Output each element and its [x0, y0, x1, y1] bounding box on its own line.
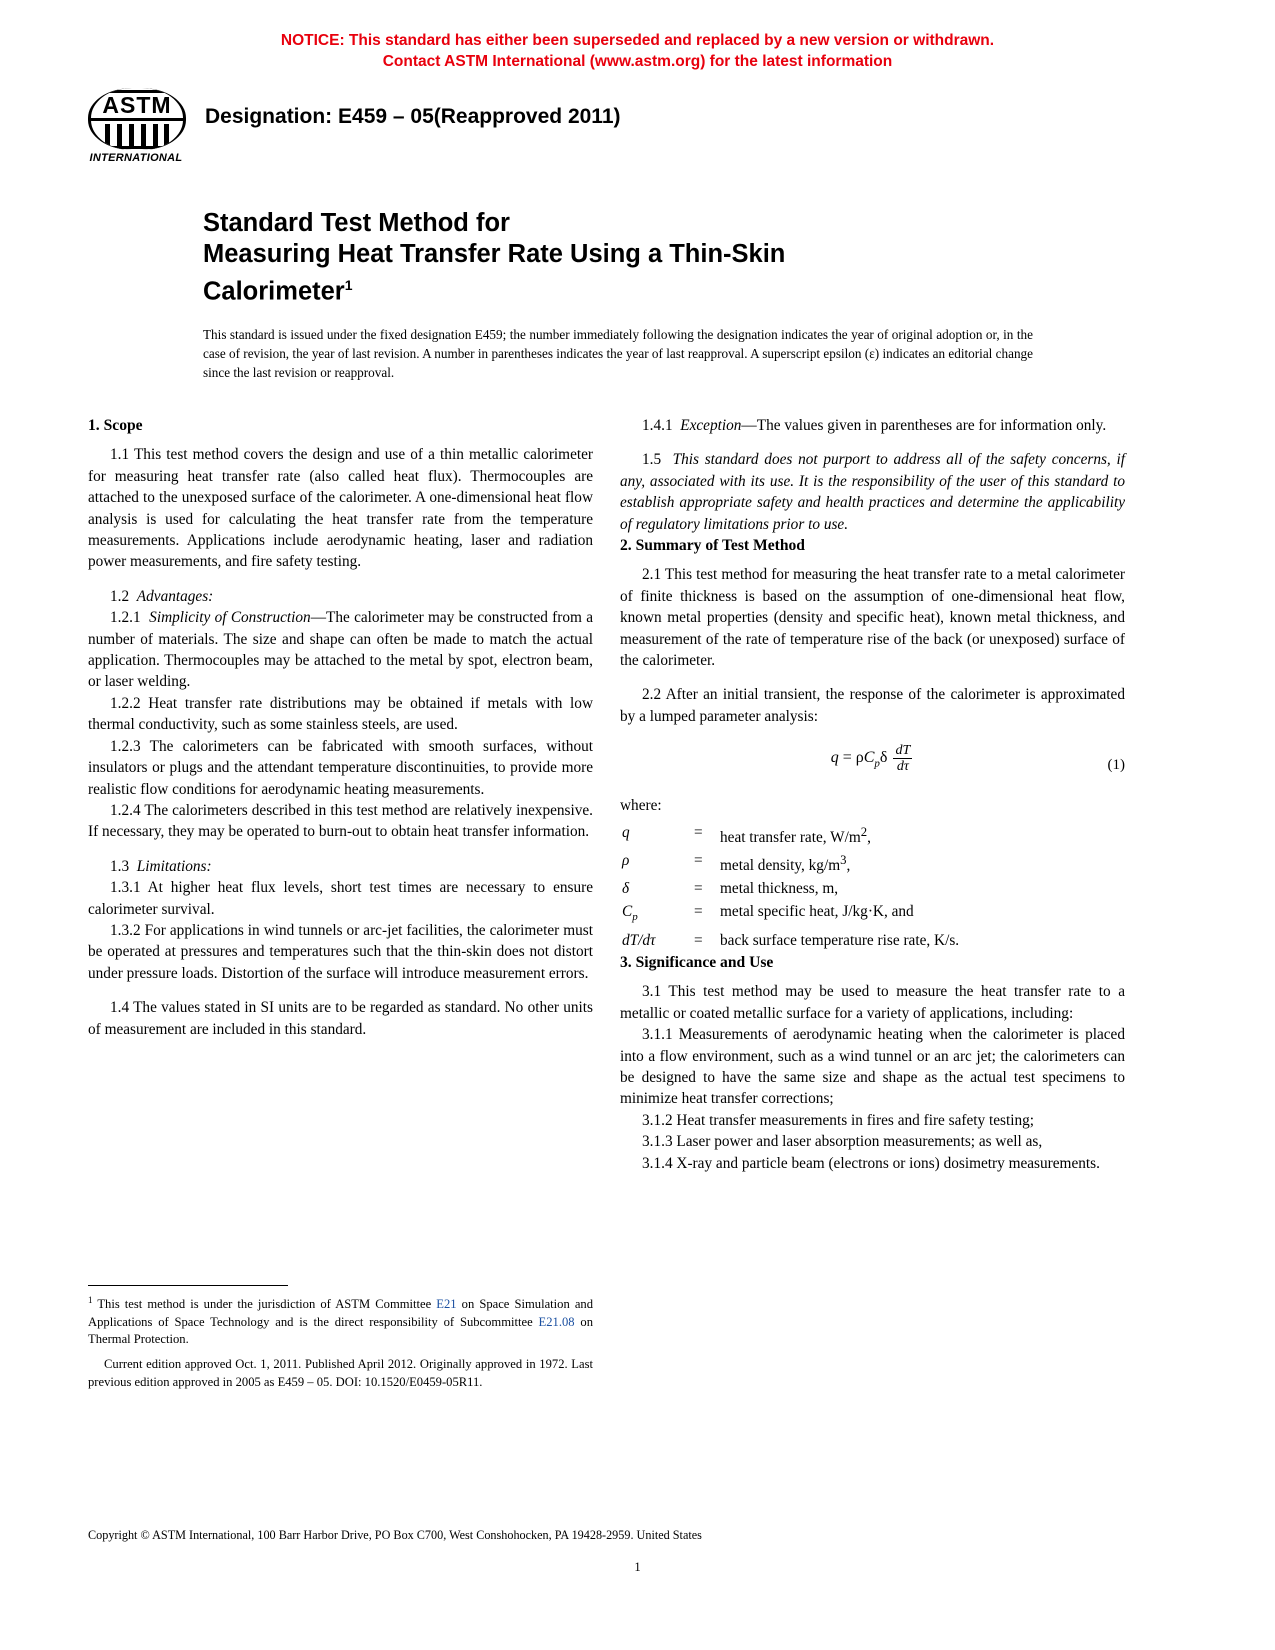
page-number: 1 [634, 1560, 641, 1574]
title-line-1: Standard Test Method for [203, 209, 510, 237]
para-3-1-1: 3.1.1 Measurements of aerodynamic heating when the calorimeter is placed into a flow environment, such as a wind tunnel or an arc jet; the calorimeters can be designed to have the same size and shape as the actual test specimens to minimize heat transfer corrections; [620, 1026, 1125, 1108]
symbol-equals: = [694, 902, 703, 920]
symbol-q: q [622, 823, 630, 841]
para-1-4: 1.4 The values stated in SI units are to be regarded as standard. No other units of measurement are included in this standard. [88, 999, 593, 1038]
para-1-3-italic: Limitations: [136, 857, 212, 875]
para-1-5-italic: This standard does not purport to address all of the safety concerns, if any, associated with its use. It is the responsibility of the user of this standard to establish appropriate safety and health practices and determine the applicability of regulatory limitations prior to use. [620, 451, 1125, 533]
para-1-3-1: 1.3.1 At higher heat flux levels, short test times are necessary to ensure calorimeter survival. [88, 879, 593, 918]
para-1-2-1-italic: Simplicity of Construction [149, 609, 311, 627]
para-1-2-4: 1.2.4 The calorimeters described in this test method are relatively inexpensive. If necessary, they may be operated to burn-out to obtain heat transfer information. [88, 801, 593, 841]
para-1-2-3: 1.2.3 The calorimeters can be fabricated with smooth surfaces, without insulators or plugs and the attendant temperature discontinuities, to provide more realistic flow conditions for aerodynamic heating measurements. [88, 737, 593, 798]
para-1-2: 1.2 Advantages: [110, 587, 214, 605]
standard-issue-note: This standard is issued under the fixed designation E459; the number immediately following the designation indicates the year of original adoption or, in the case of revision, the year of last revision. A number in parentheses indicates the year of last reapproval. A superscript epsilon (ε) indicates an editorial change since the last revision or reapproval. [203, 327, 1033, 380]
para-1-3-2: 1.3.2 For applications in wind tunnels or arc-jet facilities, the calorimeter must be operated at pressures and temperatures such that the thin-skin does not distort under pressure loads. Distortion of the surface will introduce measurement errors. [88, 921, 593, 982]
symbol-equals: = [694, 931, 703, 949]
symbol-equals: = [694, 851, 703, 869]
para-1-4-1-italic: Exception [680, 417, 742, 434]
title-line-3: Calorimeter$^1$ [203, 277, 353, 306]
symbol-dtdtau-definition: back surface temperature rise rate, K/s. [720, 931, 960, 949]
symbol-cp: $C_p$ [622, 902, 638, 923]
para-2-2: 2.2 After an initial transient, the response of the calorimeter is approximated by a lumped parameter analysis: [620, 686, 1125, 725]
equation-1-number: (1) [1107, 757, 1125, 774]
para-3-1-4: 3.1.4 X-ray and particle beam (electrons or ions) dosimetry measurements. [642, 1154, 1100, 1172]
para-1-4-1: 1.4.1 Exception—The values given in parentheses are for information only. [642, 417, 1107, 434]
heading-summary: 2. Summary of Test Method [620, 537, 805, 555]
symbol-equals: = [694, 879, 703, 897]
footnote-link-e2108[interactable]: E21.08 [538, 1314, 575, 1329]
symbol-rho-definition: metal density, $kg/m^3$, [720, 852, 851, 874]
equation-1-fraction: $\frac{dT}{d\tau}$ [895, 743, 911, 775]
symbol-delta: δ [622, 879, 630, 897]
astm-logo-letters: ASTM [102, 92, 172, 118]
para-1-2-2: 1.2.2 Heat transfer rate distributions may be obtained if metals with low thermal conductivity, such as some stainless steels, are used. [88, 694, 593, 734]
copyright-line: Copyright © ASTM International, 100 Barr Harbor Drive, PO Box C700, West Conshohocken, PA 19428-2959. United States [88, 1528, 702, 1542]
notice-line-1: NOTICE: This standard has either been superseded and replaced by a new version or withdrawn. [280, 32, 995, 49]
right-column [620, 415, 1125, 1174]
symbol-equals: = [694, 823, 703, 841]
table-row [622, 821, 959, 849]
equation-1 [620, 743, 1125, 783]
symbol-delta-definition: metal thickness, m, [720, 879, 839, 897]
symbol-dtdtau: dT/dτ [622, 931, 656, 949]
table-row [622, 849, 959, 877]
astm-logo [88, 88, 188, 166]
footnote-rule [88, 1285, 288, 1286]
notice-line-2: Contact ASTM International (www.astm.org) for the latest information [382, 53, 893, 70]
symbol-rho: ρ [622, 851, 630, 869]
symbol-cp-definition: metal specific heat, J/kg·K, and [720, 902, 914, 920]
footnote-text: $^1$ This test method is under the jurisdiction of ASTM Committee E21 on Space Simulation and Applications of Space Technology and is the direct responsibility of Subcommittee E21.08 on Thermal Protection. [88, 1295, 594, 1347]
heading-scope: 1. Scope [88, 417, 143, 434]
title-footnote-marker: 1 [344, 277, 353, 293]
heading-significance: 3. Significance and Use [620, 953, 774, 971]
table-row [622, 929, 959, 952]
superseded-notice [0, 30, 1275, 72]
page-title [203, 208, 1073, 308]
para-1-5: 1.5 This standard does not purport to address all of the safety concerns, if any, associated with its use. It is the responsibility of the user of this standard to establish appropriate safety and health practices and determine the applicability of regulatory limitations prior to use. [620, 451, 1125, 533]
title-line-2: Measuring Heat Transfer Rate Using a Thin-Skin [203, 240, 786, 268]
para-1-1: 1.1 This test method covers the design and use of a thin metallic calorimeter for measuring heat transfer rate (also called heat flux). Thermocouples are attached to the unexposed surface of the calorimeter. A one-dimensional heat flow analysis is used for calculating the heat transfer rate from the temperature measurements. Applications include aerodynamic heating, laser and radiation power measurements, and fire safety testing. [88, 446, 593, 571]
symbol-definitions-table [622, 821, 959, 952]
footnote-link-e21[interactable]: E21 [436, 1297, 457, 1312]
equation-1-body: $q = \rho C_p\delta$ $\frac{dT}{d\tau}$ [830, 743, 911, 775]
table-row [622, 877, 959, 900]
designation-line: Designation: E459 – 05(Reapproved 2011) [205, 105, 621, 128]
astm-logo-subtitle: INTERNATIONAL [89, 152, 183, 164]
para-1-2-1: 1.2.1 Simplicity of Construction—The calorimeter may be constructed from a number of materials. The size and shape can often be made to match the actual application. Thermocouples may be attached to the metal by spot, electron beam, or laser welding. [88, 609, 593, 691]
para-1-3: 1.3 Limitations: [110, 857, 212, 875]
footnote-edition-info: Current edition approved Oct. 1, 2011. Published April 2012. Originally approved in 1972. Last previous edition approved in 2005 as E459 – 05. DOI: 10.1520/E0459-05R11. [88, 1356, 593, 1389]
astm-logo-bars [105, 124, 169, 146]
para-3-1-3: 3.1.3 Laser power and laser absorption measurements; as well as, [642, 1133, 1043, 1151]
symbol-q-definition: heat transfer rate, $W/m^2$, [720, 824, 871, 846]
para-1-2-italic: Advantages: [136, 587, 214, 605]
left-column [88, 415, 593, 1040]
para-2-1: 2.1 This test method for measuring the heat transfer rate to a metal calorimeter of finite thickness is based on the assumption of one-dimensional heat flow, known metal properties (density and specific heat), known metal thickness, and measurement of the rate of temperature rise of the back (or unexposed) surface of the calorimeter. [620, 566, 1125, 670]
table-row [622, 900, 959, 929]
para-3-1: 3.1 This test method may be used to measure the heat transfer rate to a metallic or coated metallic surface for a variety of applications, including: [620, 983, 1125, 1022]
para-3-1-2: 3.1.2 Heat transfer measurements in fires and fire safety testing; [642, 1111, 1035, 1129]
footnote-block [88, 1292, 593, 1391]
astm-logo-mark [88, 88, 186, 150]
where-label: where: [620, 797, 662, 815]
